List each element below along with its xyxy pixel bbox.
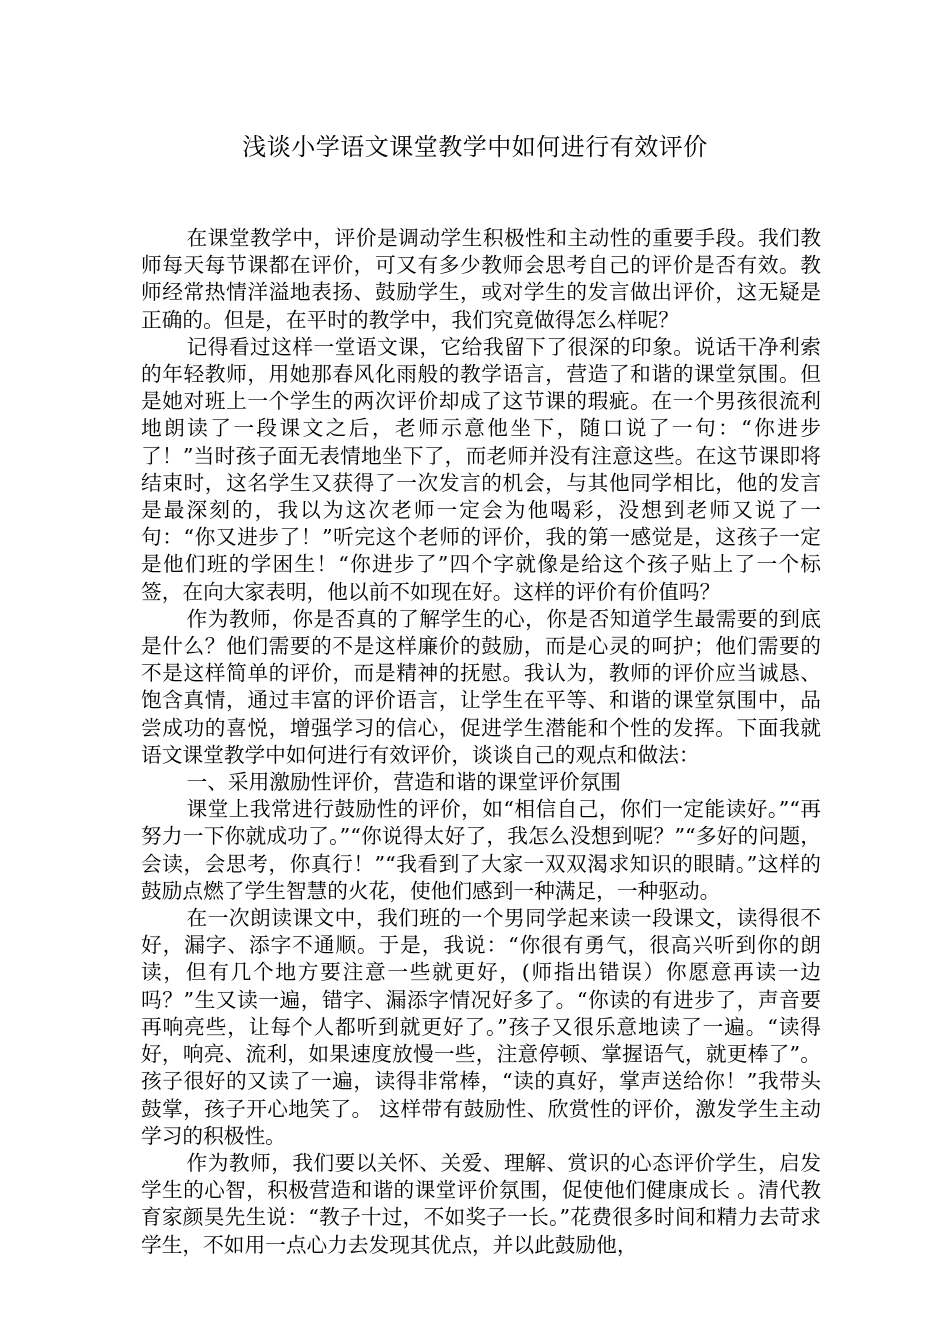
paragraph-reflection: 作为教师，你是否真的了解学生的心，你是否知道学生最需要的到底是什么？他们需要的不是这样廉价的鼓励，而是心灵的呵护；他们需要的不是这样简单的评价，而是精神的抚慰。我认为，教师的评价应当诚恳、饱含真情，通过丰富的评价语言，让学生在平等、和谐的课堂氛围中，品尝成功的喜悦，增强学习的信心，促进学生潜能和个性的发挥。下面我就语文课堂教学中如何进行有效评价，谈谈自己的观点和做法： — [141, 606, 821, 767]
section-heading-1: 一、采用激励性评价，营造和谐的课堂评价氛围 — [186, 770, 621, 795]
paragraph-anecdote: 记得看过这样一堂语文课，它给我留下了很深的印象。说话干净利索的年轻教师，用她那春风化雨般的教学语言，营造了和谐的课堂氛围。但是她对班上一个学生的两次评价却成了这节课的瑕疵。在一个男孩很流利地朗读了一段课文之后，老师示意他坐下，随口说了一句：“你进步了！”当时孩子面无表情地坐下了，而老师并没有注意这些。在这节课即将结束时，这名学生又获得了一次发言的机会，与其他同学相比，他的发言是最深刻的，我以为这次老师一定会为他喝彩，没想到老师又说了一句：“你又进步了！”听完这个老师的评价，我的第一感觉是，这孩子一定是他们班的学困生！“你进步了”四个字就像是给这个孩子贴上了一个标签，在向大家表明，他以前不如现在好。这样的评价有价值吗？ — [141, 334, 821, 604]
paragraph-conclusion: 作为教师，我们要以关怀、关爱、理解、赏识的心态评价学生，启发学生的心智，积极营造和谐的课堂评价氛围，促使他们健康成长 。清代教育家颜昊先生说：“教子十过，不如奖子一长。”花费很多时间和精力去苛求学生，不如用一点心力去发现其优点，并以此鼓励他， — [141, 1150, 821, 1257]
paragraph-intro: 在课堂教学中，评价是调动学生积极性和主动性的重要手段。我们教师每天每节课都在评价，可又有多少教师会思考自己的评价是否有效。教师经常热情洋溢地表扬、鼓励学生，或对学生的发言做出评价，这无疑是正确的。但是，在平时的教学中，我们究竟做得怎么样呢？ — [141, 226, 821, 332]
document-body — [141, 225, 821, 1259]
paragraph-encouragement: 课堂上我常进行鼓励性的评价，如“相信自己，你们一定能读好。”“再努力一下你就成功了。”“你说得太好了，我怎么没想到呢？”“多好的问题，会读，会思考，你真行！”“我看到了大家一双双渴求知识的眼睛。”这样的鼓励点燃了学生智慧的火花，使他们感到一种满足，一种驱动。 — [141, 797, 821, 903]
paragraph-reading-example: 在一次朗读课文中，我们班的一个男同学起来读一段课文，读得很不好，漏字、添字不通顺。于是，我说：“你很有勇气，很高兴听到你的朗读，但有几个地方要注意一些就更好，(师指出错误）你愿意再读一边吗？”生又读一遍，错字、漏添字情况好多了。“你读的有进步了，声音要再响亮些，让每个人都听到就更好了。”孩子又很乐意地读了一遍。“读得好，响亮、流利，如果速度放慢一些，注意停顿、掌握语气，就更棒了”。孩子很好的又读了一遍，读得非常棒，“读的真好，掌声送给你！”我带头鼓掌，孩子开心地笑了。 这样带有鼓励性、欣赏性的评价，激发学生主动学习的积极性。 — [141, 906, 821, 1148]
document-title: 浅谈小学语文课堂教学中如何进行有效评价 — [242, 133, 708, 161]
